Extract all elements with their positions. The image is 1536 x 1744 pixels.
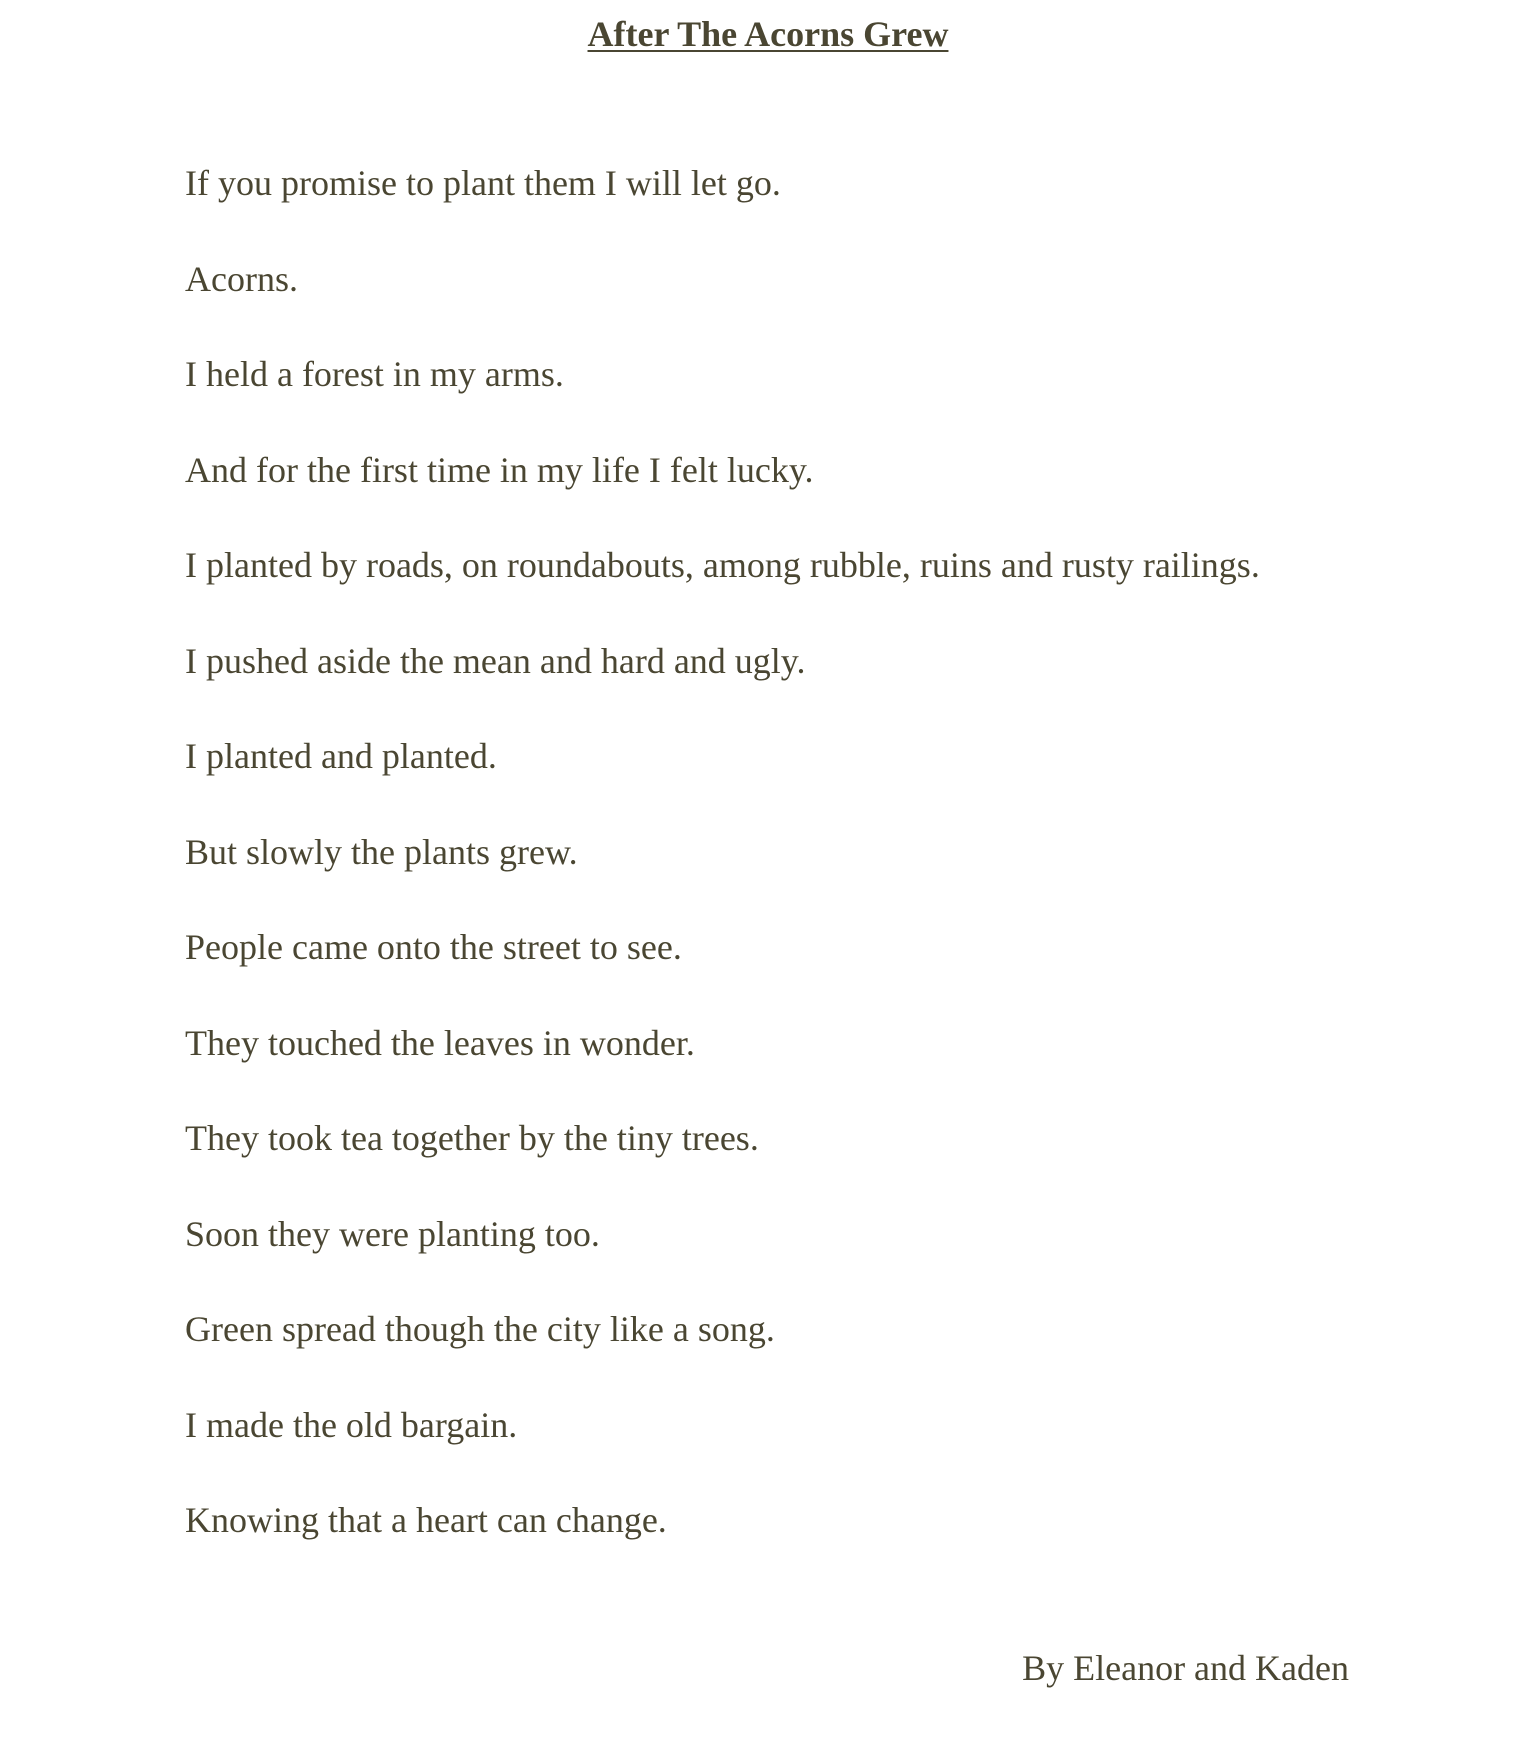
poem-body <box>185 159 1260 1592</box>
poem-line: Soon they were planting too. <box>185 1213 600 1254</box>
poem-line: They touched the leaves in wonder. <box>185 1022 695 1063</box>
poem-line: I made the old bargain. <box>185 1404 518 1445</box>
poem-line: Acorns. <box>185 258 298 299</box>
poem-line: I pushed aside the mean and hard and ugly. <box>185 640 806 681</box>
poem-line: And for the first time in my life I felt lucky. <box>185 449 814 490</box>
poem-line: I planted and planted. <box>185 736 497 776</box>
poem-line: Knowing that a heart can change. <box>185 1500 667 1540</box>
poem-line: Green spread though the city like a song. <box>185 1309 775 1349</box>
poem-line: I planted by roads, on roundabouts, among rubble, ruins and rusty railings. <box>185 545 1260 585</box>
poem-line: If you promise to plant them I will let go. <box>185 163 781 203</box>
poem-line: I held a forest in my arms. <box>185 354 564 394</box>
poem-line: But slowly the plants grew. <box>185 831 578 872</box>
poem-line: People came onto the street to see. <box>185 927 682 967</box>
poem-line: They took tea together by the tiny trees. <box>185 1118 759 1158</box>
author-credit: By Eleanor and Kaden <box>1022 1648 1349 1688</box>
page-title: After The Acorns Grew <box>587 14 949 54</box>
